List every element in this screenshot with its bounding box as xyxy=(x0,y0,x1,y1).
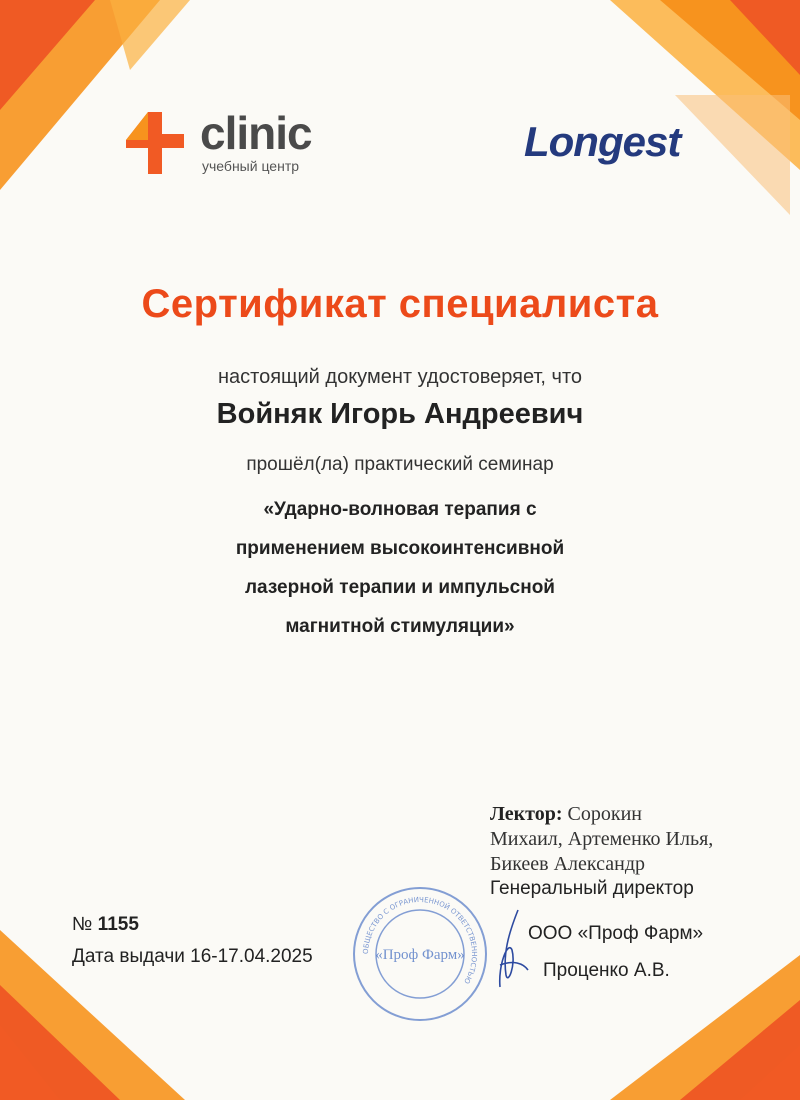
seminar-line: применением высокоинтенсивной xyxy=(235,538,565,559)
lecturer-line: Михаил, Артеменко Илья, xyxy=(490,828,714,850)
company-stamp xyxy=(350,884,490,1024)
number-label: № xyxy=(72,914,93,935)
certificate-title: Сертификат специалиста xyxy=(141,282,659,326)
clinic-logo-subtitle: учебный центр xyxy=(202,158,300,174)
date-label: Дата выдачи xyxy=(72,946,185,967)
stamp-center-text: «Проф Фарм» xyxy=(375,947,465,963)
lecturer-line: Сорокин xyxy=(567,803,642,825)
plus-four-icon xyxy=(120,110,190,180)
seminar-line: магнитной стимуляции» xyxy=(285,616,515,637)
recipient-name: Войняк Игорь Андреевич xyxy=(216,398,584,430)
passed-text: прошёл(ла) практический семинар xyxy=(246,454,554,475)
date-value: 16-17.04.2025 xyxy=(190,946,313,967)
seminar-line: «Ударно-волновая терапия с xyxy=(263,499,537,520)
stamp-ring-text: ОБЩЕСТВО С ОГРАНИЧЕННОЙ ОТВЕТСТВЕННОСТЬЮ xyxy=(361,895,479,986)
clinic-logo xyxy=(120,107,350,180)
signatory-position: Генеральный директор xyxy=(490,878,694,899)
longest-logo: Longest xyxy=(524,118,681,165)
lecturer-label: Лектор: xyxy=(490,803,563,825)
clinic-logo-word: clinic xyxy=(200,107,312,159)
certificate-intro: настоящий документ удостоверяет, что xyxy=(217,366,583,388)
lecturer-block xyxy=(490,802,780,877)
signatory-name: Проценко А.В. xyxy=(543,960,670,981)
certificate-number xyxy=(72,914,139,936)
seminar-title xyxy=(200,490,600,646)
lecturer-line: Бикеев Александр xyxy=(490,853,645,875)
issue-date xyxy=(72,946,313,968)
signature xyxy=(478,905,538,995)
seminar-line: лазерной терапии и импульсной xyxy=(244,577,555,598)
signatory-company: ООО «Проф Фарм» xyxy=(528,923,704,944)
number-value: 1155 xyxy=(97,914,139,935)
